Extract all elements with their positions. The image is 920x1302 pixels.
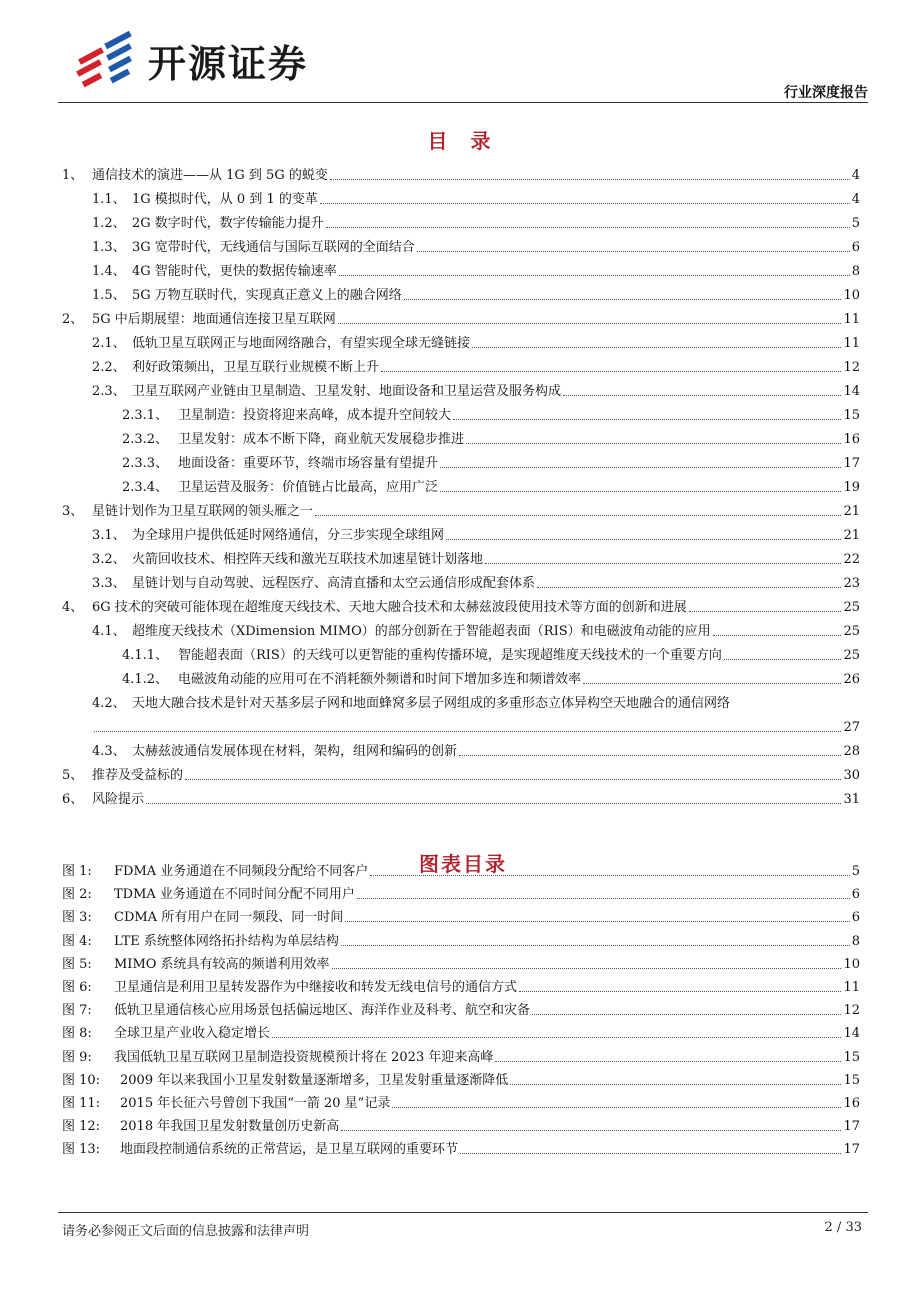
toc-entry-text: 2009 年以来我国小卫星发射数量逐渐增多，卫星发射重量逐渐降低 xyxy=(120,1073,509,1088)
toc-leader-dots xyxy=(330,179,850,180)
toc-entry-text: 5G 中后期展望：地面通信连接卫星互联网 xyxy=(92,312,336,327)
toc-leader-dots xyxy=(519,991,841,992)
toc-entry-text: 1G 模拟时代，从 0 到 1 的变革 xyxy=(132,192,318,207)
toc-entry[interactable] xyxy=(62,1116,860,1136)
toc-entry-number: 1.5、 xyxy=(92,288,126,303)
toc-title: 目 录 xyxy=(427,129,499,153)
toc-entry-page: 25 xyxy=(843,624,860,639)
toc-entry-page: 19 xyxy=(843,480,860,495)
toc-entry-number: 图 3: xyxy=(62,910,92,925)
toc-entry-text: 智能超表面（RIS）的天线可以更智能的重构传播环境，是实现超维度天线技术的一个重要方向 xyxy=(178,648,722,663)
toc-entry[interactable] xyxy=(92,213,860,233)
toc-entry[interactable] xyxy=(92,333,860,353)
toc-entry[interactable] xyxy=(122,429,860,449)
toc-entry[interactable] xyxy=(62,1070,860,1090)
toc-entry[interactable] xyxy=(122,405,860,425)
toc-entry-number: 3.2、 xyxy=(92,552,126,567)
toc-entry-text: 天地大融合技术是针对天基多层子网和地面蜂窝多层子网组成的多重形态立体异构空天地融合的通信网络 xyxy=(132,696,731,711)
toc-entry[interactable] xyxy=(92,573,860,593)
toc-entry-text: 2G 数字时代，数字传输能力提升 xyxy=(132,216,324,231)
toc-entry-number: 2.1、 xyxy=(92,336,126,351)
toc-entry-text: 电磁波角动能的应用可在不消耗额外频谱和时间下增加多连和频谱效率 xyxy=(178,672,582,687)
toc-entry[interactable] xyxy=(122,453,860,473)
toc-entry-text: 卫星互联网产业链由卫星制造、卫星发射、地面设备和卫星运营及服务构成 xyxy=(132,384,562,399)
toc-entry-page: 11 xyxy=(843,980,860,995)
toc-entry[interactable] xyxy=(62,1000,860,1020)
toc-leader-dots xyxy=(472,347,841,348)
toc-entry-page: 11 xyxy=(843,312,860,327)
toc-entry-text: 2018 年我国卫星发射数量创历史新高 xyxy=(120,1119,340,1134)
toc-entry[interactable] xyxy=(122,477,860,497)
toc-entry-page: 28 xyxy=(843,744,860,759)
toc-entry-page: 30 xyxy=(843,768,860,783)
toc-entry-text: MIMO 系统具有较高的频谱利用效率 xyxy=(114,957,330,972)
toc-entry-page: 8 xyxy=(851,264,860,279)
toc-leader-dots xyxy=(326,227,850,228)
toc-leader-dots xyxy=(510,1084,841,1085)
toc-entry-number: 2.3.3、 xyxy=(122,456,169,471)
toc-entry-number: 1.1、 xyxy=(92,192,126,207)
toc-entry-page: 23 xyxy=(843,576,860,591)
toc-entry[interactable] xyxy=(92,237,860,257)
toc-leader-dots xyxy=(440,467,841,468)
toc-entry-number: 2.3.4、 xyxy=(122,480,169,495)
toc-entry-number: 1.3、 xyxy=(92,240,126,255)
toc-leader-dots xyxy=(315,515,841,516)
toc-entry-text: FDMA 业务通道在不同频段分配给不同客户 xyxy=(114,864,369,879)
toc-entry-number: 4、 xyxy=(62,600,84,615)
toc-entry-page: 25 xyxy=(843,600,860,615)
toc-entry-text: 利好政策频出，卫星互联行业规模不断上升 xyxy=(132,360,380,375)
toc-entry-text: 5G 万物互联时代，实现真正意义上的融合网络 xyxy=(132,288,402,303)
toc-entry[interactable] xyxy=(92,261,860,281)
toc-entry[interactable] xyxy=(62,931,860,951)
toc-entry-number: 图 7: xyxy=(62,1003,92,1018)
toc-entry-page: 17 xyxy=(843,1142,860,1157)
toc-entry[interactable] xyxy=(122,669,860,689)
toc-entry[interactable] xyxy=(62,1093,860,1113)
toc-entry-number: 1、 xyxy=(62,168,84,183)
toc-entry[interactable] xyxy=(62,597,860,617)
toc-entry[interactable] xyxy=(122,645,860,665)
toc-entry-page: 12 xyxy=(843,360,860,375)
toc-leader-dots xyxy=(94,731,841,732)
toc-entry-text: 通信技术的演进——从 1G 到 5G 的蜕变 xyxy=(92,168,328,183)
toc-leader-dots xyxy=(341,945,850,946)
toc-entry-page: 10 xyxy=(843,957,860,972)
toc-leader-dots xyxy=(338,323,842,324)
toc-entry-text: TDMA 业务通道在不同时间分配不同用户 xyxy=(114,887,355,902)
toc-entry-number: 3、 xyxy=(62,504,84,519)
toc-entry-page: 6 xyxy=(851,887,860,902)
toc-entry-number: 图 10: xyxy=(62,1073,101,1088)
toc-leader-dots xyxy=(392,1107,841,1108)
toc-leader-dots xyxy=(583,683,841,684)
toc-entry-text: 星链计划作为卫星互联网的领头雁之一 xyxy=(92,504,314,519)
toc-entry[interactable] xyxy=(92,381,860,401)
toc-entry-number: 3.1、 xyxy=(92,528,126,543)
toc-entry-page: 8 xyxy=(851,934,860,949)
toc-leader-dots xyxy=(345,921,850,922)
toc-entry-text: 风险提示 xyxy=(92,792,145,807)
toc-leader-dots xyxy=(320,203,850,204)
toc-entry-text: 低轨卫星互联网正与地面网络融合，有望实现全球无缝链接 xyxy=(132,336,471,351)
toc-entry-page: 11 xyxy=(843,336,860,351)
toc-entry-number: 2.3.2、 xyxy=(122,432,169,447)
toc-entry-text: 地面设备：重要环节，终端市场容量有望提升 xyxy=(178,456,439,471)
toc-entry-number: 图 5: xyxy=(62,957,92,972)
toc-entry[interactable] xyxy=(62,884,860,904)
toc-leader-dots xyxy=(146,803,841,804)
footer-divider xyxy=(58,1212,868,1213)
toc-entry-text: 卫星发射：成本不断下降，商业航天发展稳步推进 xyxy=(178,432,465,447)
toc-entry-text: 3G 宽带时代，无线通信与国际互联网的全面结合 xyxy=(132,240,415,255)
toc-entry-text: CDMA 所有用户在同一频段、同一时间 xyxy=(114,910,344,925)
toc-entry-number: 图 2: xyxy=(62,887,92,902)
toc-leader-dots xyxy=(417,251,850,252)
toc-entry-text: LTE 系统整体网络拓扑结构为单层结构 xyxy=(114,934,339,949)
toc-entry[interactable] xyxy=(62,861,860,881)
toc-entry-text: 低轨卫星通信核心应用场景包括偏远地区、海洋作业及科考、航空和灾备 xyxy=(114,1003,531,1018)
toc-entry-page: 6 xyxy=(851,910,860,925)
toc-entry-text: 全球卫星产业收入稳定增长 xyxy=(114,1026,271,1041)
toc-entry-number: 1.2、 xyxy=(92,216,126,231)
page-indicator: 2 / 33 xyxy=(824,1220,862,1235)
toc-leader-dots xyxy=(446,539,841,540)
toc-entry-number: 3.3、 xyxy=(92,576,126,591)
toc-entry[interactable] xyxy=(62,789,860,809)
toc-leader-dots xyxy=(341,1130,841,1131)
toc-entry-page: 6 xyxy=(851,240,860,255)
toc-entry-page: 5 xyxy=(851,216,860,231)
toc-entry-page: 4 xyxy=(851,192,860,207)
toc-entry-number: 图 8: xyxy=(62,1026,92,1041)
toc-entry-page: 17 xyxy=(843,1119,860,1134)
toc-entry[interactable] xyxy=(92,525,860,545)
toc-entry-page: 15 xyxy=(843,1050,860,1065)
company-logo xyxy=(74,28,374,92)
toc-entry-text: 我国低轨卫星互联网卫星制造投资规模预计将在 2023 年迎来高峰 xyxy=(114,1050,494,1065)
toc-entry-number: 4.1.1、 xyxy=(122,648,169,663)
toc-entry-number: 2.2、 xyxy=(92,360,126,375)
toc-entry-text: 超维度天线技术（XDimension MIMO）的部分创新在于智能超表面（RIS）和电磁波角动能的应用 xyxy=(132,624,711,639)
toc-entry-number: 图 6: xyxy=(62,980,92,995)
toc-entry-text: 4G 智能时代，更快的数据传输速率 xyxy=(132,264,337,279)
logo-text: 开源证券 xyxy=(148,41,309,86)
toc-entry[interactable] xyxy=(62,309,860,329)
toc-entry-text: 卫星通信是利用卫星转发器作为中继接收和转发无线电信号的通信方式 xyxy=(114,980,518,995)
toc-entry-text: 2015 年长征六号曾创下我国“一箭 20 星”记录 xyxy=(120,1096,391,1111)
toc-entry[interactable] xyxy=(62,907,860,927)
toc-entry-page: 21 xyxy=(843,528,860,543)
toc-entry-text: 卫星运营及服务：价值链占比最高，应用广泛 xyxy=(178,480,439,495)
toc-entry-text: 太赫兹波通信发展体现在材料，架构，组网和编码的创新 xyxy=(132,744,458,759)
toc-entry-page: 14 xyxy=(843,1026,860,1041)
toc-leader-dots xyxy=(713,635,842,636)
toc-entry-number: 图 13: xyxy=(62,1142,101,1157)
header-divider xyxy=(58,102,868,103)
toc-leader-dots xyxy=(485,563,841,564)
toc-leader-dots xyxy=(370,875,849,876)
toc-leader-dots xyxy=(339,275,850,276)
toc-entry[interactable] xyxy=(62,1047,860,1067)
toc-leader-dots xyxy=(460,1153,841,1154)
toc-leader-dots xyxy=(404,299,842,300)
toc-entry-page: 5 xyxy=(851,864,860,879)
toc-entry[interactable] xyxy=(92,189,860,209)
toc-entry-text: 卫星制造：投资将迎来高峰，成本提升空间较大 xyxy=(178,408,452,423)
toc-entry-page: 25 xyxy=(843,648,860,663)
toc-entry[interactable] xyxy=(62,1139,860,1159)
toc-entry-text: 6G 技术的突破可能体现在超维度天线技术、天地大融合技术和太赫兹波段使用技术等方面的创新和进展 xyxy=(92,600,687,615)
toc-entry-number: 图 12: xyxy=(62,1119,101,1134)
page-header xyxy=(58,18,868,106)
toc-leader-dots xyxy=(381,371,841,372)
toc-leader-dots xyxy=(185,779,841,780)
toc-entry[interactable] xyxy=(62,954,860,974)
toc-entry-page: 31 xyxy=(843,792,860,807)
toc-leader-dots xyxy=(357,898,850,899)
toc-entry[interactable] xyxy=(92,741,860,761)
toc-entry-number: 图 1: xyxy=(62,864,92,879)
toc-entry-page: 22 xyxy=(843,552,860,567)
figures-title: 图表目录 xyxy=(419,852,507,876)
toc-leader-dots xyxy=(537,587,841,588)
toc-leader-dots xyxy=(440,491,841,492)
toc-entry-page: 27 xyxy=(843,720,860,735)
toc-entry-page: 12 xyxy=(843,1003,860,1018)
toc-leader-dots xyxy=(453,419,841,420)
toc-entry-text: 为全球用户提供低延时网络通信，分三步实现全球组网 xyxy=(132,528,445,543)
toc-entry-number: 4.1.2、 xyxy=(122,672,169,687)
toc-entry[interactable] xyxy=(62,977,860,997)
footer-disclaimer: 请务必参阅正文后面的信息披露和法律声明 xyxy=(62,1224,310,1239)
toc-entry[interactable] xyxy=(92,549,860,569)
toc-entry-text: 星链计划与自动驾驶、远程医疗、高清直播和太空云通信形成配套体系 xyxy=(132,576,536,591)
toc-entry[interactable] xyxy=(62,165,860,185)
toc-entry-number: 2.3、 xyxy=(92,384,126,399)
toc-entry-page: 4 xyxy=(851,168,860,183)
toc-entry-number: 6、 xyxy=(62,792,84,807)
toc-entry[interactable] xyxy=(92,285,860,305)
toc-entry-text: 推荐及受益标的 xyxy=(92,768,184,783)
toc-entry-number: 4.2、 xyxy=(92,696,126,711)
toc-entry-number: 图 11: xyxy=(62,1096,101,1111)
toc-entry-number: 2、 xyxy=(62,312,84,327)
toc-entry-number: 2.3.1、 xyxy=(122,408,169,423)
toc-entry[interactable] xyxy=(92,693,860,713)
toc-entry-number: 图 4: xyxy=(62,934,92,949)
toc-entry-page: 17 xyxy=(843,456,860,471)
toc-entry-number: 1.4、 xyxy=(92,264,126,279)
toc-entry-text: 火箭回收技术、相控阵天线和激光互联技术加速星链计划落地 xyxy=(132,552,484,567)
toc-entry-text: 地面段控制通信系统的正常营运，是卫星互联网的重要环节 xyxy=(120,1142,459,1157)
toc-entry-page: 15 xyxy=(843,408,860,423)
toc-entry-page: 14 xyxy=(843,384,860,399)
report-type-label: 行业深度报告 xyxy=(784,85,868,101)
toc-leader-dots xyxy=(563,395,841,396)
logo-mark-icon xyxy=(74,31,138,89)
toc-entry-page: 10 xyxy=(843,288,860,303)
toc-leader-dots xyxy=(459,755,841,756)
toc-entry-page: 15 xyxy=(843,1073,860,1088)
toc-entry-number: 4.3、 xyxy=(92,744,126,759)
toc-leader-dots xyxy=(466,443,841,444)
toc-entry-page: 21 xyxy=(843,504,860,519)
toc-entry-number: 5、 xyxy=(62,768,84,783)
toc-leader-dots xyxy=(532,1014,841,1015)
toc-entry-number: 4.1、 xyxy=(92,624,126,639)
toc-entry-page: 16 xyxy=(843,432,860,447)
toc-entry[interactable] xyxy=(62,765,860,785)
toc-leader-dots xyxy=(724,659,842,660)
toc-entry-page: 26 xyxy=(843,672,860,687)
toc-entry-number: 图 9: xyxy=(62,1050,92,1065)
toc-entry[interactable] xyxy=(92,357,860,377)
toc-entry-page: 16 xyxy=(843,1096,860,1111)
toc-entry[interactable] xyxy=(62,501,860,521)
toc-leader-dots xyxy=(689,611,842,612)
toc-leader-dots xyxy=(272,1037,841,1038)
toc-entry[interactable] xyxy=(62,1023,860,1043)
toc-entry[interactable] xyxy=(92,621,860,641)
toc-entry-continuation[interactable] xyxy=(92,717,860,737)
toc-leader-dots xyxy=(495,1061,841,1062)
toc-leader-dots xyxy=(332,968,842,969)
